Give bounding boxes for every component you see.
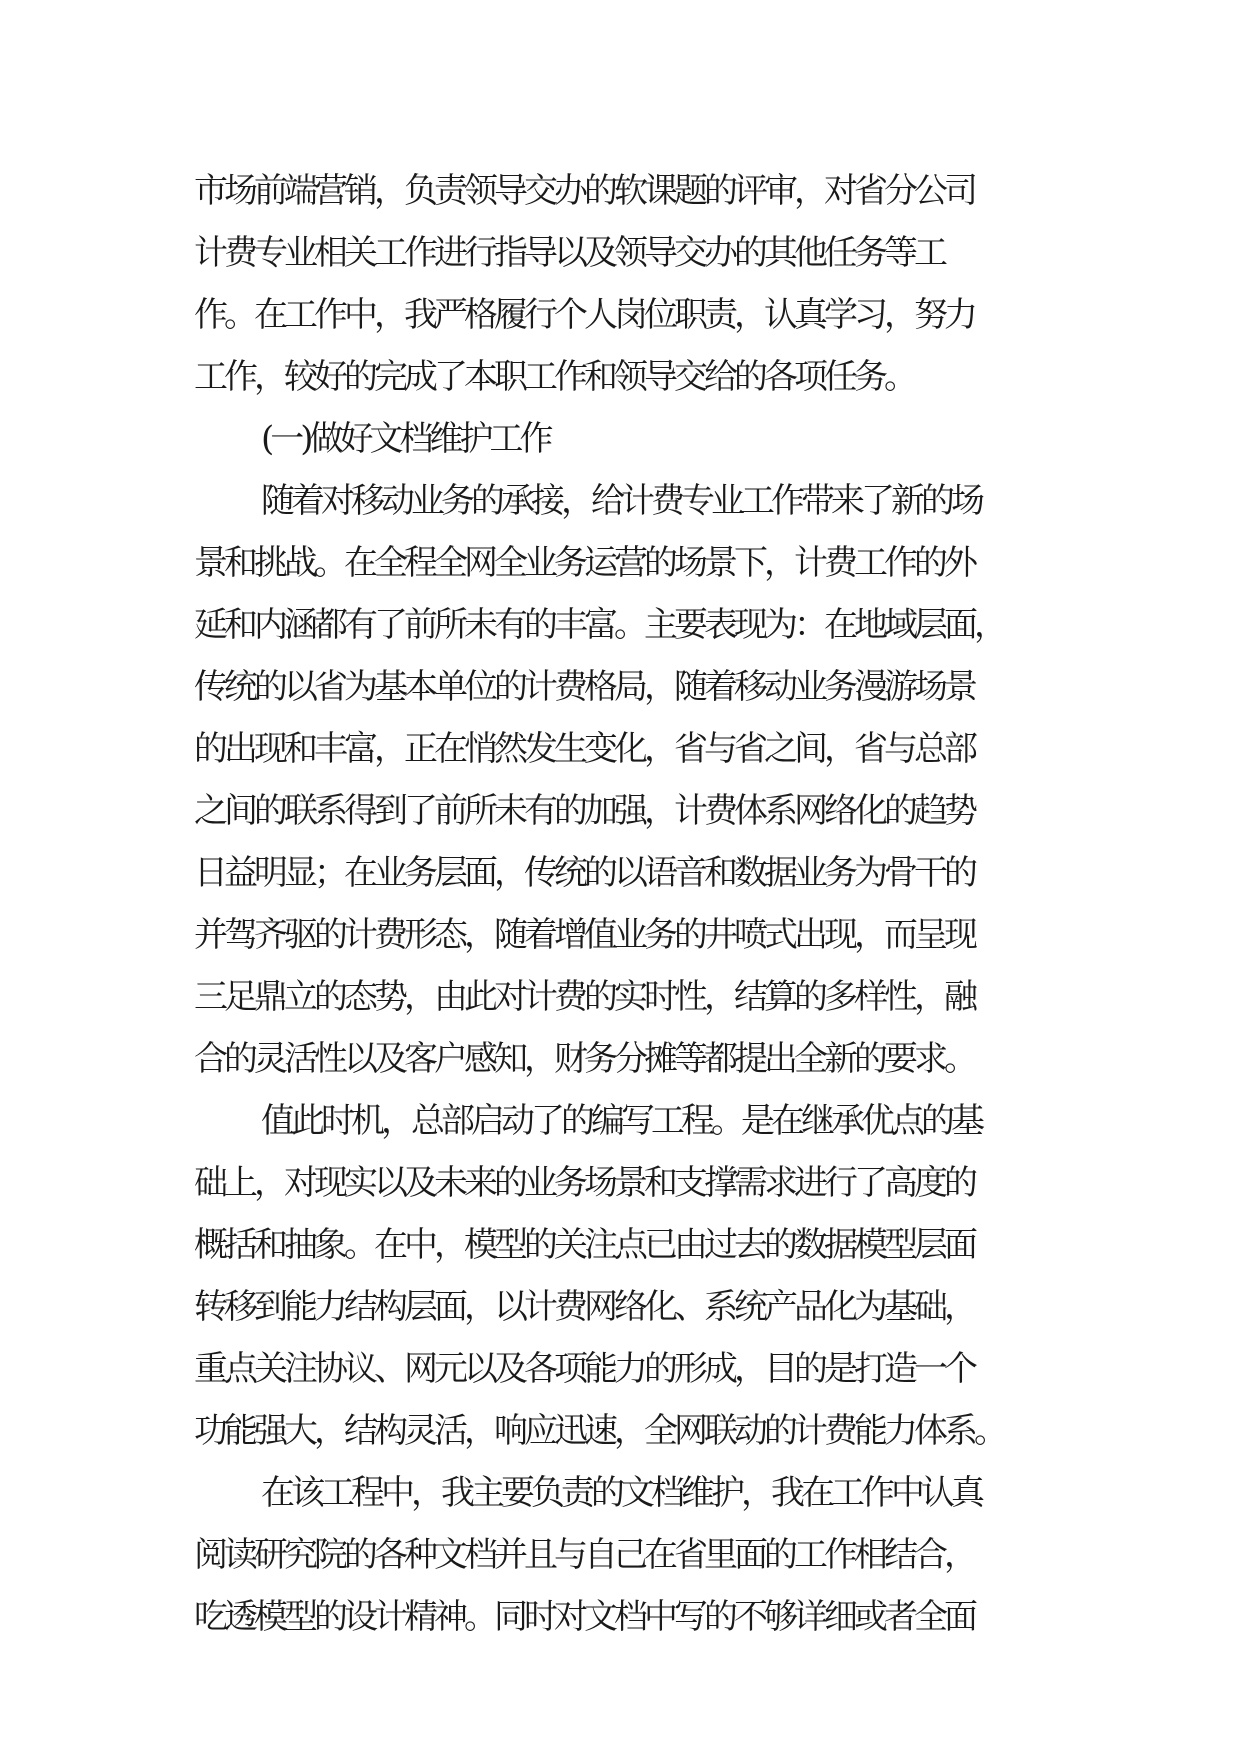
text-line: 的出现和丰富，正在悄然发生变化，省与省之间，省与总部 <box>194 729 974 769</box>
text-line: 作。在工作中，我严格履行个人岗位职责，认真学习，努力 <box>194 295 974 335</box>
paragraph-first-line: 随着对移动业务的承接，给计费专业工作带来了新的场 <box>261 481 981 521</box>
paragraph-first-line: 值此时机，总部启动了的编写工程。是在继承优点的基 <box>261 1101 981 1141</box>
text-line: 础上，对现实以及未来的业务场景和支撑需求进行了高度的 <box>194 1163 974 1203</box>
text-line: 市场前端营销，负责领导交办的软课题的评审，对省分公司 <box>194 171 974 211</box>
paragraph-first-line: (一)做好文档维护工作 <box>261 419 550 459</box>
paragraph-first-line: 在该工程中，我主要负责的文档维护，我在工作中认真 <box>261 1473 981 1513</box>
text-line: 合的灵活性以及客户感知，财务分摊等都提出全新的要求。 <box>194 1039 974 1079</box>
text-line: 三足鼎立的态势，由此对计费的实时性，结算的多样性，融 <box>194 977 974 1017</box>
text-line: 吃透模型的设计精神。同时对文档中写的不够详细或者全面 <box>194 1597 974 1637</box>
text-line: 传统的以省为基本单位的计费格局，随着移动业务漫游场景 <box>194 667 974 707</box>
text-line: 计费专业相关工作进行指导以及领导交办的其他任务等工 <box>194 233 944 273</box>
text-line: 之间的联系得到了前所未有的加强，计费体系网络化的趋势 <box>194 791 974 831</box>
text-line: 概括和抽象。在中，模型的关注点已由过去的数据模型层面 <box>194 1225 974 1265</box>
text-line: 工作，较好的完成了本职工作和领导交给的各项任务。 <box>194 357 914 397</box>
text-line: 转移到能力结构层面，以计费网络化、系统产品化为基础， <box>194 1287 974 1327</box>
text-line: 延和内涵都有了前所未有的丰富。主要表现为：在地域层面， <box>194 605 1004 645</box>
text-line: 日益明显；在业务层面，传统的以语音和数据业务为骨干的 <box>194 853 974 893</box>
text-line: 景和挑战。在全程全网全业务运营的场景下，计费工作的外 <box>194 543 974 583</box>
text-line: 功能强大，结构灵活，响应迅速，全网联动的计费能力体系。 <box>194 1411 1004 1451</box>
text-line: 重点关注协议、网元以及各项能力的形成，目的是打造一个 <box>194 1349 974 1389</box>
text-line: 阅读研究院的各种文档并且与自己在省里面的工作相结合， <box>194 1535 974 1575</box>
document-body <box>194 160 1054 1648</box>
text-line: 并驾齐驱的计费形态，随着增值业务的井喷式出现，而呈现 <box>194 915 974 955</box>
